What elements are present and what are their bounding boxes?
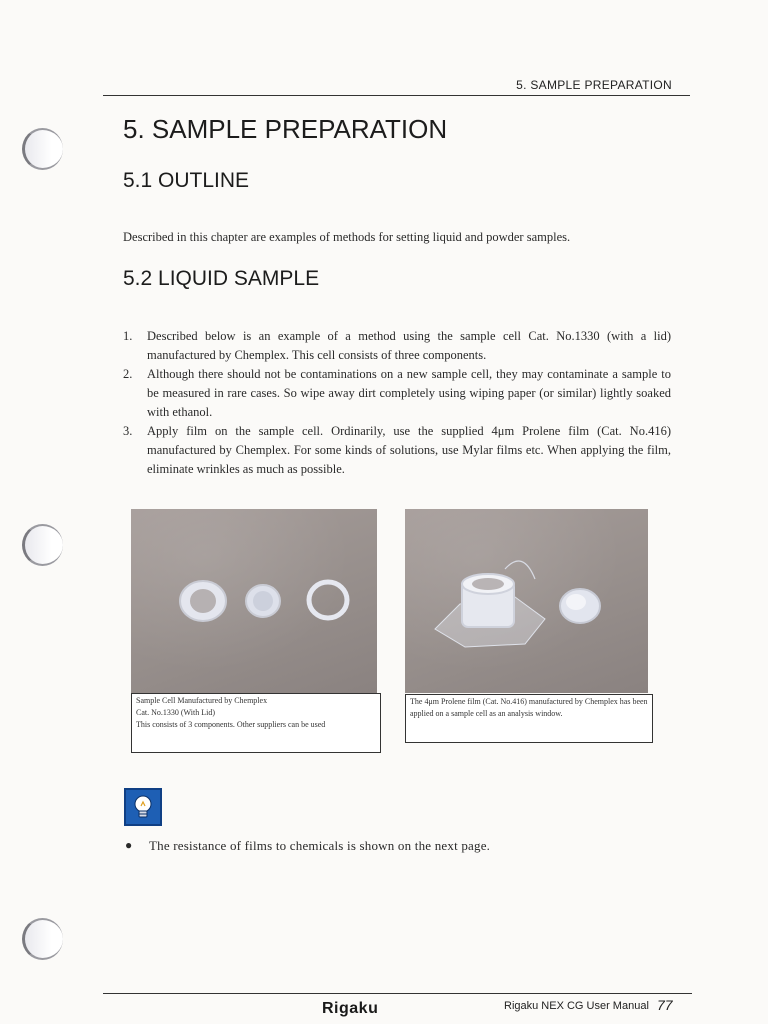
caption-line: Sample Cell Manufactured by Chemplex xyxy=(136,696,268,705)
list-item xyxy=(123,327,671,365)
binder-hole-top xyxy=(22,128,63,170)
tip-note: The resistance of films to chemicals is shown on the next page. xyxy=(149,838,491,853)
footer-rule xyxy=(103,993,692,994)
binder-hole-bottom xyxy=(22,918,63,960)
list-item xyxy=(123,365,671,422)
film-applied-illustration xyxy=(405,509,648,693)
figure-caption xyxy=(131,693,381,753)
section-heading-liquid-sample: 5.2 LIQUID SAMPLE xyxy=(123,267,320,290)
list-item xyxy=(123,422,671,479)
sample-cell-components-illustration xyxy=(131,509,377,693)
list-item-number: 3. xyxy=(123,424,133,438)
brand-logo: Rigaku xyxy=(322,1000,379,1017)
list-item-text: Although there should not be contaminations on a new sample cell, they may contaminate a sample to be measured in rare cases. So wipe away dirt completely using wiping paper (or similar) lightly soaked with ethanol. xyxy=(147,367,671,419)
caption-line: The 4μm Prolene film (Cat. No.416) manufactured by Chemplex has been applied on a sample cell as an analysis window. xyxy=(410,697,648,718)
sample-cell-components-photo xyxy=(131,509,377,693)
caption-line: This consists of 3 components. Other suppliers can be used xyxy=(136,720,326,729)
film-applied-photo xyxy=(405,509,648,693)
list-item-text: Described below is an example of a method using the sample cell Cat. No.1330 (with a lid) manufactured by Chemplex. This cell consists of three components. xyxy=(147,329,671,362)
header-rule xyxy=(103,95,690,96)
section-heading-outline: 5.1 OUTLINE xyxy=(123,169,250,192)
list-item-text: Apply film on the sample cell. Ordinarily, use the supplied 4μm Prolene film (Cat. No.416) manufactured by Chemplex. For some kinds of solutions, use Mylar films etc. When applying the film, eliminate wrinkles as much as possible. xyxy=(147,424,671,476)
list-item-number: 1. xyxy=(123,329,133,343)
binder-hole-middle xyxy=(22,524,63,566)
manual-title: Rigaku NEX CG User Manual xyxy=(504,1000,649,1012)
procedure-list xyxy=(123,327,671,479)
outline-text: Described in this chapter are examples of methods for setting liquid and powder samples. xyxy=(123,230,571,244)
bullet: ● xyxy=(125,838,133,852)
running-header: 5. SAMPLE PREPARATION xyxy=(516,78,672,92)
list-item-number: 2. xyxy=(123,367,133,381)
figure-caption xyxy=(405,694,653,743)
caption-line: Cat. No.1330 (With Lid) xyxy=(136,708,215,717)
page-number: 77 xyxy=(657,997,673,1013)
lightbulb-icon xyxy=(124,788,162,826)
chapter-title: 5. SAMPLE PREPARATION xyxy=(123,114,448,144)
